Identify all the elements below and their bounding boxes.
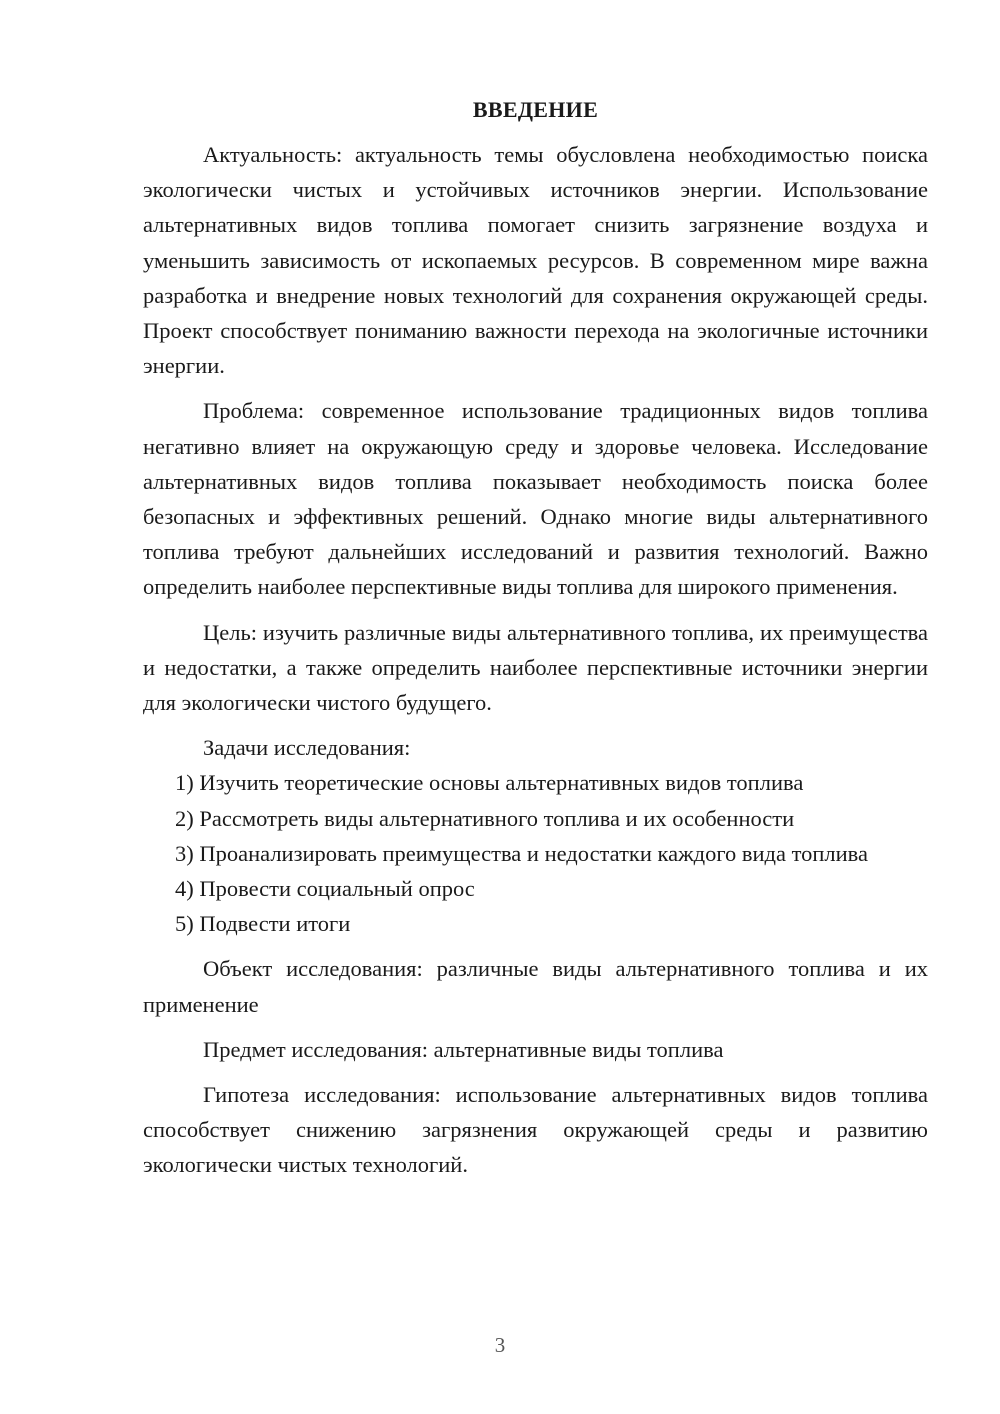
list-item: 4) Провести социальный опрос bbox=[175, 876, 475, 902]
list-item: 3) Проанализировать преимущества и недостатки каждого вида топлива bbox=[175, 840, 868, 866]
relevance-paragraph: Актуальность: актуальность темы обусловлена необходимостью поиска экологически чистых и устойчивых источников энергии. Использование альтернативных видов топлива помогает снизить загрязнение воздуха и уменьшить зависимость от ископаемых ресурсов. В современном мире важна разработка и внедрение новых технологий для сохранения окружающей среды. Проект способствует пониманию важности перехода на экологичные источники энергии. bbox=[143, 142, 928, 379]
list-item: 1) Изучить теоретические основы альтернативных видов топлива bbox=[175, 770, 804, 796]
tasks-list bbox=[143, 765, 928, 941]
object-paragraph: Объект исследования: различные виды альтернативного топлива и их применение bbox=[143, 956, 928, 1017]
subject-paragraph: Предмет исследования: альтернативные виды топлива bbox=[203, 1036, 724, 1062]
goal-paragraph: Цель: изучить различные виды альтернативного топлива, их преимущества и недостатки, а также определить наиболее перспективные источники энергии для экологически чистого будущего. bbox=[143, 619, 928, 716]
page-title: ВВЕДЕНИЕ bbox=[472, 97, 599, 122]
list-item: 2) Рассмотреть виды альтернативного топлива и их особенности bbox=[175, 805, 795, 831]
page-number: 3 bbox=[494, 1333, 506, 1357]
document-page bbox=[143, 92, 928, 1183]
tasks-heading: Задачи исследования: bbox=[203, 735, 411, 761]
list-item: 5) Подвести итоги bbox=[175, 911, 351, 937]
problem-paragraph: Проблема: современное использование традиционных видов топлива негативно влияет на окружающую среду и здоровье человека. Исследование альтернативных видов топлива показывает необходимость поиска более безопасных и эффективных решений. Однако многие виды альтернативного топлива требуют дальнейших исследований и развития технологий. Важно определить наиболее перспективные виды топлива для широкого применения. bbox=[143, 398, 928, 600]
hypothesis-paragraph: Гипотеза исследования: использование альтернативных видов топлива способствует снижению загрязнения окружающей среды и развитию экологически чистых технологий. bbox=[143, 1082, 928, 1178]
